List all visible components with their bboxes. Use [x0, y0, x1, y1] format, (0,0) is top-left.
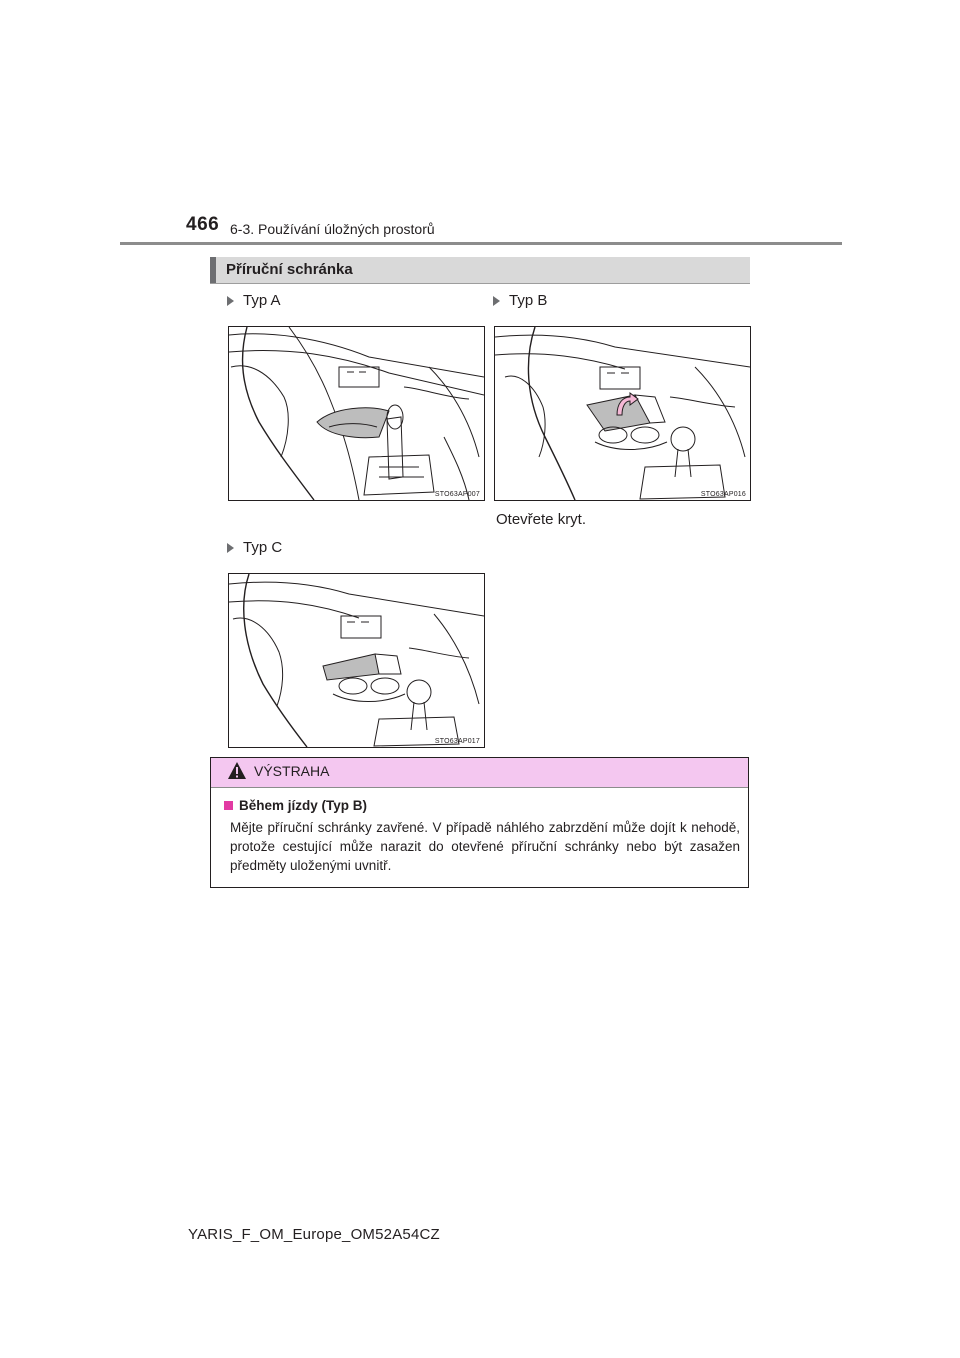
- figure-type-a: [228, 326, 485, 501]
- warning-box: [210, 757, 749, 888]
- warning-body: Mějte příruční schránky zavřené. V případě náhlého zabrzdění může dojít k nehodě, protože cestující může narazit do otevřené příruční schránky nebo být zasažen předměty uloženými uvnitř.: [230, 820, 740, 873]
- page-number: 466: [186, 214, 220, 235]
- footer-doc-id: YARIS_F_OM_Europe_OM52A54CZ: [188, 1226, 440, 1243]
- figure-code-b: STO63AP016: [700, 491, 746, 498]
- glovebox-illustration-type-a: [229, 327, 484, 500]
- square-bullet-icon: [224, 801, 233, 810]
- type-a-text: Typ A: [243, 292, 281, 309]
- section-accent: [210, 257, 216, 283]
- type-c-label: [227, 539, 282, 556]
- header-rule: [120, 242, 842, 245]
- triangle-bullet-icon: [227, 543, 234, 553]
- warning-title: VÝSTRAHA: [254, 763, 330, 779]
- figure-code-c: STO63AP017: [434, 738, 480, 745]
- type-b-caption: Otevřete kryt.: [496, 511, 587, 528]
- section-heading-bar: [210, 257, 750, 283]
- warning-triangle-icon: [227, 761, 247, 781]
- glovebox-illustration-type-c: [229, 574, 484, 747]
- running-header: 6-3. Používání úložných prostorů: [230, 221, 435, 237]
- section-title: Příruční schránka: [226, 261, 353, 278]
- triangle-bullet-icon: [227, 296, 234, 306]
- triangle-bullet-icon: [493, 296, 500, 306]
- figure-type-b: [494, 326, 751, 501]
- warning-header: [211, 758, 748, 788]
- type-b-text: Typ B: [509, 292, 548, 309]
- section-rule: [210, 283, 750, 284]
- type-a-label: [227, 292, 281, 309]
- figure-type-c: [228, 573, 485, 748]
- type-c-text: Typ C: [243, 539, 283, 556]
- warning-subtitle: Během jízdy (Typ B): [239, 798, 368, 813]
- warning-subtitle-row: [224, 798, 367, 813]
- glovebox-illustration-type-b: [495, 327, 750, 500]
- type-b-label: [493, 292, 547, 309]
- figure-code-a: STO63AP007: [434, 491, 480, 498]
